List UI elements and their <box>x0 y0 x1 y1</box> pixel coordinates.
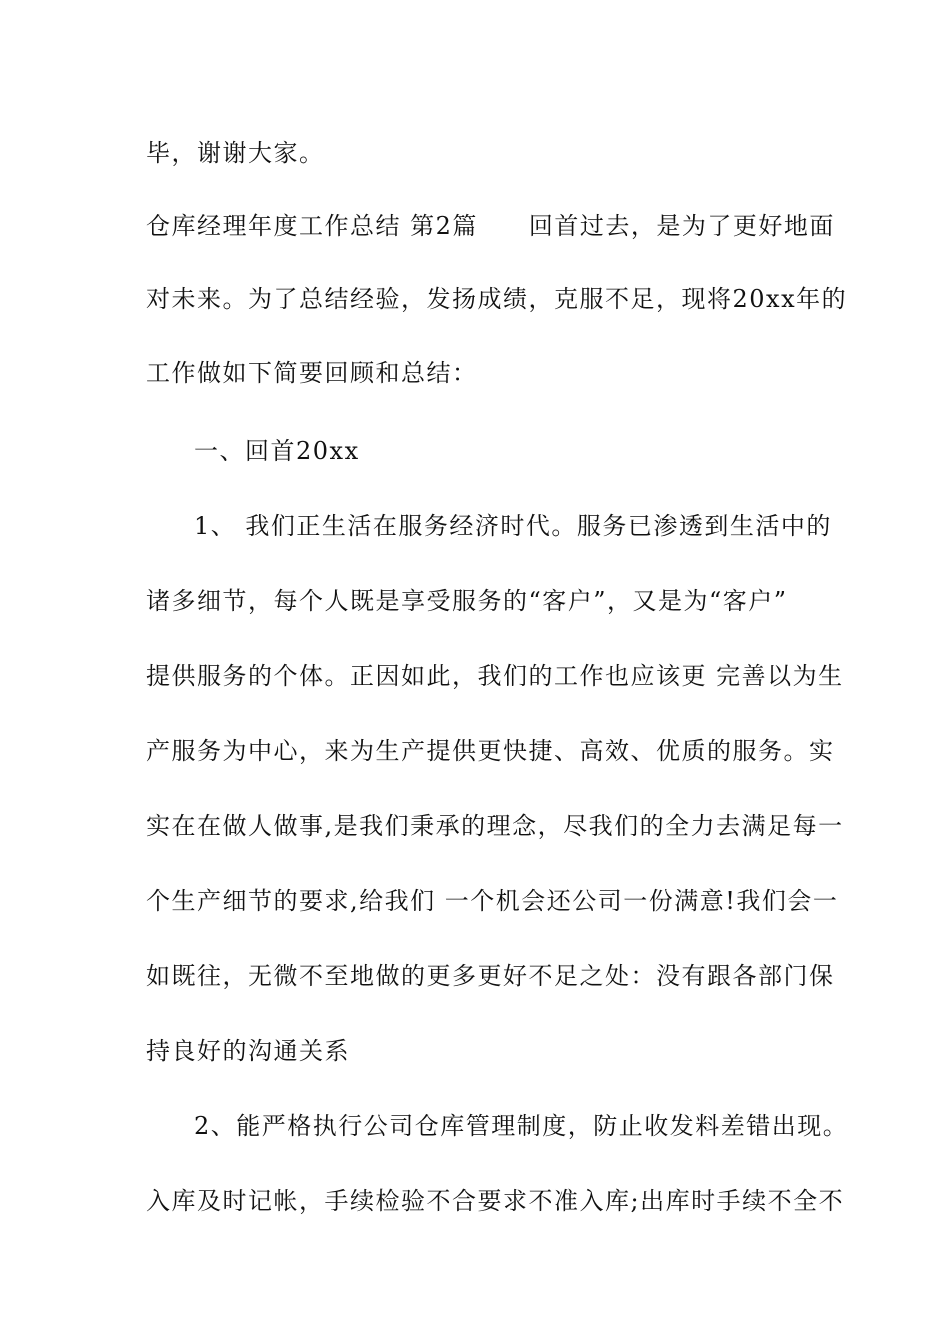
text-line-9: 产服务为中心，来为生产提供更快捷、高效、优质的服务。实 <box>146 737 835 765</box>
text-line-13: 持良好的沟通关系 <box>146 1037 350 1065</box>
text-line-14: 2、能严格执行公司仓库管理制度，防止收发料差错出现。 <box>194 1112 849 1140</box>
text-line-2: 仓库经理年度工作总结 第2篇 回首过去，是为了更好地面 <box>146 212 835 240</box>
text-line-15: 入库及时记帐，手续检验不合要求不准入库;出库时手续不全不 <box>146 1187 845 1215</box>
text-line-10: 实在在做人做事,是我们秉承的理念，尽我们的全力去满足每一 <box>146 812 844 840</box>
section-heading: 一、回首20xx <box>194 437 360 465</box>
text-line-8: 提供服务的个体。正因如此，我们的工作也应该更 完善以为生 <box>146 662 844 690</box>
text-line-4: 工作做如下简要回顾和总结： <box>146 359 478 387</box>
text-line-1: 毕，谢谢大家。 <box>146 139 325 167</box>
text-line-12: 如既往，无微不至地做的更多更好不足之处：没有跟各部门保 <box>146 962 835 990</box>
text-line-7: 诸多细节，每个人既是享受服务的“客户”，又是为“客户” <box>146 587 788 615</box>
text-line-3: 对未来。为了总结经验，发扬成绩，克服不足，现将20xx年的 <box>146 285 848 313</box>
text-line-6: 1、 我们正生活在服务经济时代。服务已渗透到生活中的 <box>194 512 832 540</box>
text-line-11: 个生产细节的要求,给我们 一个机会还公司一份满意!我们会一 <box>146 887 839 915</box>
